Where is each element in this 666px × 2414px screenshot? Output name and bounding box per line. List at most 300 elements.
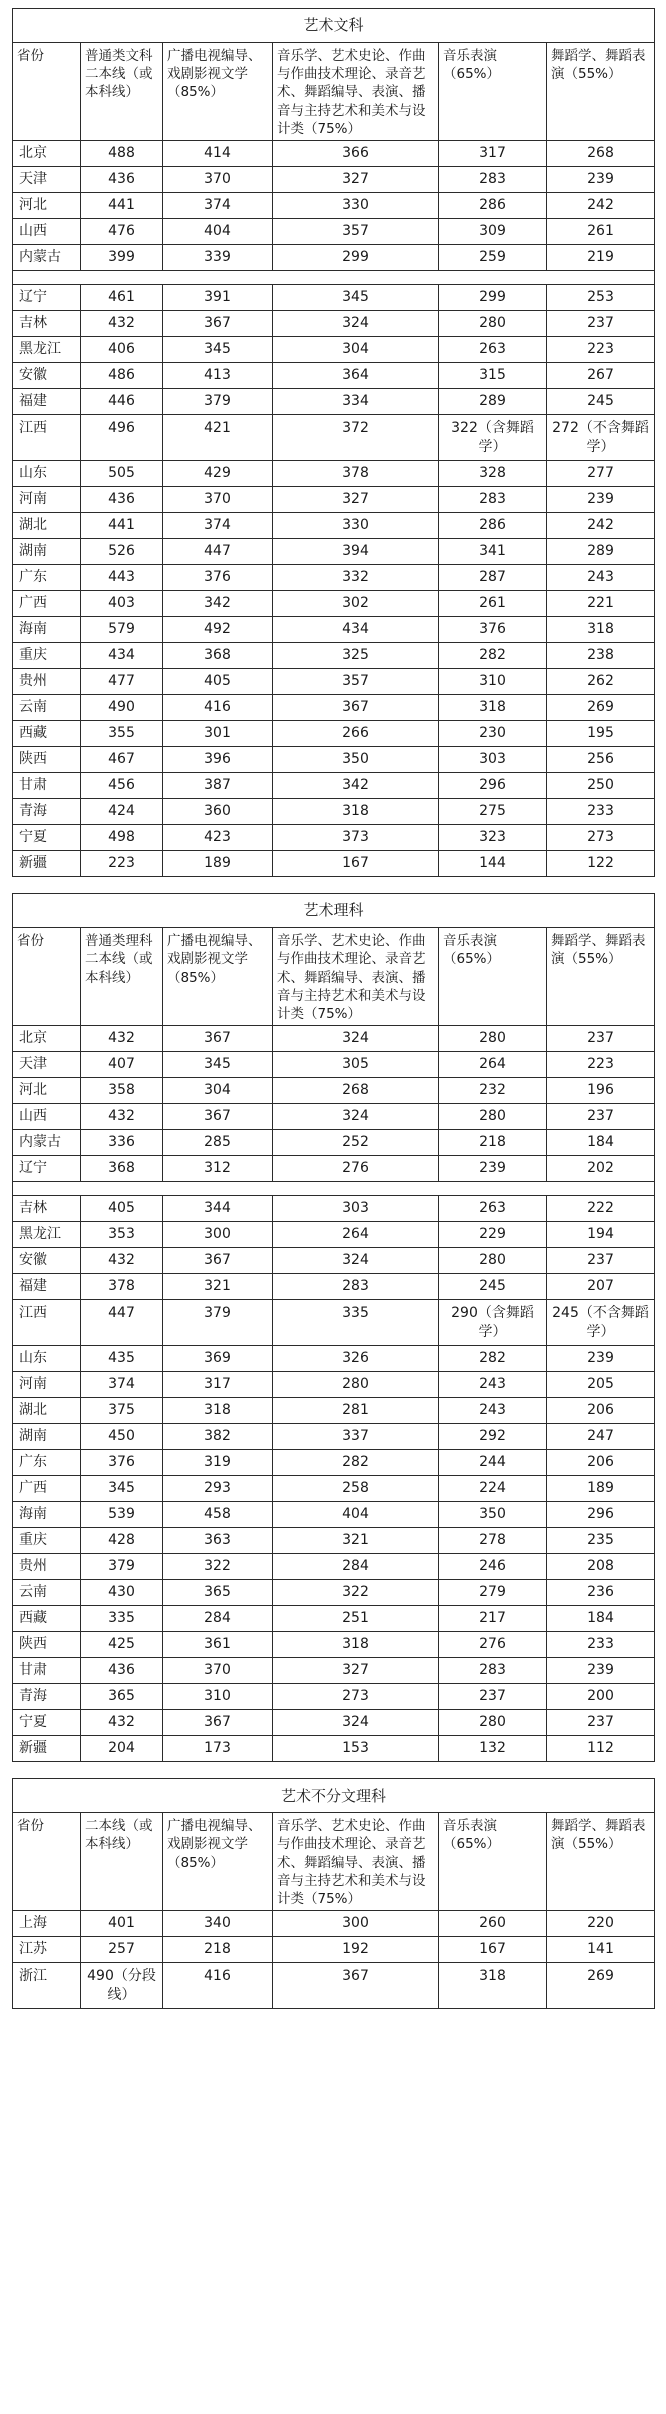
group-gap [13, 271, 655, 285]
score-cell: 344 [163, 1196, 273, 1222]
score-cell: 327 [273, 167, 439, 193]
score-cell: 324 [273, 1026, 439, 1052]
score-cell: 332 [273, 565, 439, 591]
score-cell: 233 [547, 799, 655, 825]
province-cell: 广东 [13, 1450, 81, 1476]
score-cell: 167 [439, 1937, 547, 1963]
score-cell: 367 [163, 1710, 273, 1736]
score-cell: 432 [81, 1248, 163, 1274]
score-cell: 370 [163, 487, 273, 513]
header-row [13, 928, 655, 1026]
score-cell: 368 [81, 1156, 163, 1182]
score-cell: 353 [81, 1222, 163, 1248]
score-cell: 217 [439, 1606, 547, 1632]
column-header: 舞蹈学、舞蹈表演（55%） [547, 1813, 655, 1911]
score-cell: 267 [547, 363, 655, 389]
score-cell: 450 [81, 1424, 163, 1450]
table-row [13, 487, 655, 513]
table-row [13, 773, 655, 799]
score-cell: 374 [163, 513, 273, 539]
score-cell: 318 [547, 617, 655, 643]
score-cell: 375 [81, 1398, 163, 1424]
score-cell: 218 [163, 1937, 273, 1963]
score-cell: 296 [439, 773, 547, 799]
score-cell: 367 [163, 1026, 273, 1052]
score-cell: 273 [547, 825, 655, 851]
table-row [13, 1911, 655, 1937]
score-cell: 153 [273, 1736, 439, 1762]
score-cell: 324 [273, 311, 439, 337]
score-cell: 263 [439, 337, 547, 363]
score-cell: 372 [273, 415, 439, 461]
province-cell: 北京 [13, 141, 81, 167]
score-cell: 396 [163, 747, 273, 773]
score-cell: 229 [439, 1222, 547, 1248]
score-table [12, 1778, 655, 2009]
province-cell: 安徽 [13, 363, 81, 389]
column-header: 音乐表演（65%） [439, 928, 547, 1026]
column-header: 音乐表演（65%） [439, 43, 547, 141]
score-cell: 432 [81, 1104, 163, 1130]
score-cell: 189 [547, 1476, 655, 1502]
score-cell: 256 [547, 747, 655, 773]
score-cell: 269 [547, 695, 655, 721]
table-row [13, 1528, 655, 1554]
score-cell: 364 [273, 363, 439, 389]
score-cell: 310 [163, 1684, 273, 1710]
score-cell: 447 [163, 539, 273, 565]
score-cell: 219 [547, 245, 655, 271]
score-cell: 330 [273, 193, 439, 219]
province-cell: 广东 [13, 565, 81, 591]
score-table [12, 893, 655, 1762]
score-cell: 526 [81, 539, 163, 565]
score-table [12, 8, 655, 877]
score-cell: 339 [163, 245, 273, 271]
score-cell: 281 [273, 1398, 439, 1424]
score-cell: 446 [81, 389, 163, 415]
province-cell: 江西 [13, 415, 81, 461]
score-cell: 345 [163, 337, 273, 363]
table-title-row [13, 9, 655, 43]
column-header: 音乐学、艺术史论、作曲与作曲技术理论、录音艺术、舞蹈编导、表演、播音与主持艺术和美术与设计类（75%） [273, 928, 439, 1026]
score-cell: 239 [547, 1346, 655, 1372]
province-cell: 海南 [13, 617, 81, 643]
score-cell: 261 [439, 591, 547, 617]
province-cell: 西藏 [13, 721, 81, 747]
score-cell: 404 [163, 219, 273, 245]
score-cell: 317 [439, 141, 547, 167]
province-cell: 宁夏 [13, 825, 81, 851]
score-cell: 287 [439, 565, 547, 591]
table-row [13, 193, 655, 219]
province-cell: 辽宁 [13, 1156, 81, 1182]
score-cell: 379 [81, 1554, 163, 1580]
score-cell: 328 [439, 461, 547, 487]
score-cell: 286 [439, 193, 547, 219]
score-cell: 173 [163, 1736, 273, 1762]
score-cell: 436 [81, 1658, 163, 1684]
score-cell: 222 [547, 1196, 655, 1222]
score-cell: 370 [163, 1658, 273, 1684]
score-cell: 280 [439, 1104, 547, 1130]
score-cell: 243 [547, 565, 655, 591]
score-cell: 282 [439, 1346, 547, 1372]
column-header: 音乐表演（65%） [439, 1813, 547, 1911]
score-cell: 425 [81, 1632, 163, 1658]
score-cell: 206 [547, 1450, 655, 1476]
section-spacer [12, 1762, 654, 1778]
score-cell: 394 [273, 539, 439, 565]
province-cell: 黑龙江 [13, 337, 81, 363]
score-cell: 194 [547, 1222, 655, 1248]
score-cell: 367 [163, 1104, 273, 1130]
score-cell: 260 [439, 1911, 547, 1937]
score-cell: 416 [163, 1963, 273, 2009]
table-title: 艺术不分文理科 [13, 1779, 655, 1813]
score-cell: 252 [273, 1130, 439, 1156]
score-cell: 414 [163, 141, 273, 167]
score-cell: 280 [439, 1026, 547, 1052]
score-cell: 268 [547, 141, 655, 167]
score-cell: 275 [439, 799, 547, 825]
score-cell: 321 [163, 1274, 273, 1300]
table-row [13, 643, 655, 669]
score-cell: 205 [547, 1372, 655, 1398]
score-cell: 290（含舞蹈学） [439, 1300, 547, 1346]
table-row [13, 167, 655, 193]
province-cell: 陕西 [13, 747, 81, 773]
score-cell: 273 [273, 1684, 439, 1710]
score-cell: 237 [439, 1684, 547, 1710]
score-cell: 245 [439, 1274, 547, 1300]
score-cell: 305 [273, 1052, 439, 1078]
score-cell: 312 [163, 1156, 273, 1182]
table-row [13, 1632, 655, 1658]
column-header: 省份 [13, 1813, 81, 1911]
score-cell: 207 [547, 1274, 655, 1300]
score-cell: 257 [81, 1937, 163, 1963]
province-cell: 重庆 [13, 1528, 81, 1554]
score-cell: 276 [439, 1632, 547, 1658]
score-cell: 490 [81, 695, 163, 721]
score-cell: 245 [547, 389, 655, 415]
province-cell: 北京 [13, 1026, 81, 1052]
province-cell: 河南 [13, 1372, 81, 1398]
table-row [13, 1248, 655, 1274]
score-cell: 239 [439, 1156, 547, 1182]
score-cell: 237 [547, 311, 655, 337]
score-cell: 279 [439, 1580, 547, 1606]
score-cell: 259 [439, 245, 547, 271]
table-row [13, 1078, 655, 1104]
province-cell: 新疆 [13, 851, 81, 877]
score-cell: 490（分段线） [81, 1963, 163, 2009]
score-cell: 144 [439, 851, 547, 877]
province-cell: 贵州 [13, 669, 81, 695]
score-cell: 302 [273, 591, 439, 617]
score-cell: 429 [163, 461, 273, 487]
province-cell: 云南 [13, 695, 81, 721]
score-cell: 277 [547, 461, 655, 487]
score-cell: 243 [439, 1372, 547, 1398]
score-cell: 264 [439, 1052, 547, 1078]
score-cell: 122 [547, 851, 655, 877]
province-cell: 安徽 [13, 1248, 81, 1274]
table-row [13, 1398, 655, 1424]
score-cell: 251 [273, 1606, 439, 1632]
table-title-row [13, 894, 655, 928]
province-cell: 贵州 [13, 1554, 81, 1580]
province-cell: 上海 [13, 1911, 81, 1937]
table-row [13, 1450, 655, 1476]
score-cell: 236 [547, 1580, 655, 1606]
score-cell: 286 [439, 513, 547, 539]
province-cell: 湖北 [13, 1398, 81, 1424]
score-cell: 330 [273, 513, 439, 539]
score-cell: 424 [81, 799, 163, 825]
score-cell: 263 [439, 1196, 547, 1222]
score-cell: 289 [547, 539, 655, 565]
score-cell: 206 [547, 1398, 655, 1424]
score-cell: 299 [439, 285, 547, 311]
score-cell: 237 [547, 1104, 655, 1130]
score-cell: 334 [273, 389, 439, 415]
score-cell: 299 [273, 245, 439, 271]
table-row [13, 825, 655, 851]
score-cell: 223 [547, 1052, 655, 1078]
province-cell: 湖南 [13, 539, 81, 565]
province-cell: 吉林 [13, 311, 81, 337]
score-cell: 340 [163, 1911, 273, 1937]
table-row [13, 245, 655, 271]
table-row [13, 311, 655, 337]
province-cell: 福建 [13, 1274, 81, 1300]
province-cell: 河北 [13, 193, 81, 219]
province-cell: 西藏 [13, 1606, 81, 1632]
province-cell: 内蒙古 [13, 245, 81, 271]
table-row [13, 285, 655, 311]
score-cell: 280 [273, 1372, 439, 1398]
score-cell: 237 [547, 1710, 655, 1736]
score-cell: 300 [273, 1911, 439, 1937]
table-row [13, 513, 655, 539]
province-cell: 山东 [13, 461, 81, 487]
score-cell: 322 [273, 1580, 439, 1606]
score-cell: 283 [439, 1658, 547, 1684]
province-cell: 山西 [13, 1104, 81, 1130]
score-cell: 406 [81, 337, 163, 363]
score-cell: 261 [547, 219, 655, 245]
province-cell: 天津 [13, 167, 81, 193]
table-row [13, 1476, 655, 1502]
score-cell: 283 [439, 167, 547, 193]
score-cell: 342 [273, 773, 439, 799]
score-cell: 239 [547, 1658, 655, 1684]
score-cell: 367 [273, 695, 439, 721]
province-cell: 甘肃 [13, 1658, 81, 1684]
score-cell: 443 [81, 565, 163, 591]
score-cell: 492 [163, 617, 273, 643]
table-row [13, 1606, 655, 1632]
score-cell: 435 [81, 1346, 163, 1372]
score-cell: 184 [547, 1606, 655, 1632]
score-cell: 432 [81, 311, 163, 337]
score-document [12, 8, 654, 2009]
score-cell: 416 [163, 695, 273, 721]
table-row [13, 1222, 655, 1248]
score-cell: 293 [163, 1476, 273, 1502]
province-cell: 广西 [13, 1476, 81, 1502]
province-cell: 宁夏 [13, 1710, 81, 1736]
score-cell: 441 [81, 513, 163, 539]
score-cell: 258 [273, 1476, 439, 1502]
score-cell: 283 [439, 487, 547, 513]
score-cell: 318 [439, 1963, 547, 2009]
score-cell: 284 [273, 1554, 439, 1580]
province-cell: 河南 [13, 487, 81, 513]
score-cell: 220 [547, 1911, 655, 1937]
score-cell: 296 [547, 1502, 655, 1528]
score-cell: 202 [547, 1156, 655, 1182]
province-cell: 青海 [13, 1684, 81, 1710]
score-cell: 276 [273, 1156, 439, 1182]
score-cell: 323 [439, 825, 547, 851]
score-cell: 280 [439, 311, 547, 337]
score-cell: 322 [163, 1554, 273, 1580]
score-cell: 327 [273, 487, 439, 513]
province-cell: 浙江 [13, 1963, 81, 2009]
group-gap [13, 1182, 655, 1196]
score-cell: 326 [273, 1346, 439, 1372]
province-cell: 甘肃 [13, 773, 81, 799]
table-row [13, 1684, 655, 1710]
province-cell: 青海 [13, 799, 81, 825]
score-cell: 378 [273, 461, 439, 487]
score-cell: 413 [163, 363, 273, 389]
score-cell: 539 [81, 1502, 163, 1528]
score-cell: 324 [273, 1248, 439, 1274]
score-cell: 498 [81, 825, 163, 851]
province-cell: 广西 [13, 591, 81, 617]
score-cell: 368 [163, 643, 273, 669]
score-cell: 237 [547, 1248, 655, 1274]
score-cell: 476 [81, 219, 163, 245]
table-row [13, 539, 655, 565]
score-cell: 367 [163, 311, 273, 337]
score-cell: 335 [273, 1300, 439, 1346]
province-cell: 吉林 [13, 1196, 81, 1222]
score-cell: 192 [273, 1937, 439, 1963]
score-cell: 379 [163, 389, 273, 415]
header-row [13, 1813, 655, 1911]
table-row [13, 1130, 655, 1156]
score-cell: 387 [163, 773, 273, 799]
province-cell: 天津 [13, 1052, 81, 1078]
score-cell: 292 [439, 1424, 547, 1450]
score-cell: 232 [439, 1078, 547, 1104]
table-row [13, 565, 655, 591]
score-cell: 246 [439, 1554, 547, 1580]
score-cell: 167 [273, 851, 439, 877]
score-cell: 428 [81, 1528, 163, 1554]
score-cell: 366 [273, 141, 439, 167]
score-cell: 360 [163, 799, 273, 825]
score-cell: 304 [163, 1078, 273, 1104]
score-cell: 477 [81, 669, 163, 695]
column-header: 音乐学、艺术史论、作曲与作曲技术理论、录音艺术、舞蹈编导、表演、播音与主持艺术和美术与设计类（75%） [273, 1813, 439, 1911]
province-cell: 黑龙江 [13, 1222, 81, 1248]
table-title: 艺术文科 [13, 9, 655, 43]
score-cell: 336 [81, 1130, 163, 1156]
column-header: 广播电视编导、戏剧影视文学（85%） [163, 43, 273, 141]
score-cell: 363 [163, 1528, 273, 1554]
table-row [13, 219, 655, 245]
table-row [13, 1580, 655, 1606]
table-row [13, 1658, 655, 1684]
table-row [13, 1274, 655, 1300]
score-cell: 200 [547, 1684, 655, 1710]
score-cell: 184 [547, 1130, 655, 1156]
score-cell: 112 [547, 1736, 655, 1762]
column-header: 广播电视编导、戏剧影视文学（85%） [163, 1813, 273, 1911]
score-cell: 304 [273, 337, 439, 363]
score-cell: 345 [81, 1476, 163, 1502]
score-cell: 224 [439, 1476, 547, 1502]
score-cell: 374 [81, 1372, 163, 1398]
score-cell: 423 [163, 825, 273, 851]
table-row [13, 669, 655, 695]
score-cell: 579 [81, 617, 163, 643]
score-cell: 434 [273, 617, 439, 643]
score-cell: 361 [163, 1632, 273, 1658]
score-cell: 244 [439, 1450, 547, 1476]
score-cell: 266 [273, 721, 439, 747]
province-cell: 湖南 [13, 1424, 81, 1450]
score-cell: 242 [547, 193, 655, 219]
score-cell: 282 [439, 643, 547, 669]
score-cell: 505 [81, 461, 163, 487]
table-row [13, 721, 655, 747]
province-cell: 新疆 [13, 1736, 81, 1762]
column-header: 省份 [13, 928, 81, 1026]
score-cell: 337 [273, 1424, 439, 1450]
score-cell: 376 [439, 617, 547, 643]
score-cell: 376 [81, 1450, 163, 1476]
score-cell: 322（含舞蹈学） [439, 415, 547, 461]
score-cell: 488 [81, 141, 163, 167]
score-cell: 436 [81, 487, 163, 513]
score-cell: 284 [163, 1606, 273, 1632]
score-cell: 272（不含舞蹈学） [547, 415, 655, 461]
column-header: 省份 [13, 43, 81, 141]
score-cell: 245（不含舞蹈学） [547, 1300, 655, 1346]
column-header: 普通类理科二本线（或本科线） [81, 928, 163, 1026]
score-cell: 341 [439, 539, 547, 565]
score-cell: 345 [273, 285, 439, 311]
score-cell: 233 [547, 1632, 655, 1658]
score-cell: 324 [273, 1710, 439, 1736]
table-row [13, 1196, 655, 1222]
score-cell: 434 [81, 643, 163, 669]
score-cell: 264 [273, 1222, 439, 1248]
column-header: 音乐学、艺术史论、作曲与作曲技术理论、录音艺术、舞蹈编导、表演、播音与主持艺术和美术与设计类（75%） [273, 43, 439, 141]
table-row [13, 617, 655, 643]
score-cell: 382 [163, 1424, 273, 1450]
table-title: 艺术理科 [13, 894, 655, 928]
score-cell: 399 [81, 245, 163, 271]
table-row [13, 141, 655, 167]
